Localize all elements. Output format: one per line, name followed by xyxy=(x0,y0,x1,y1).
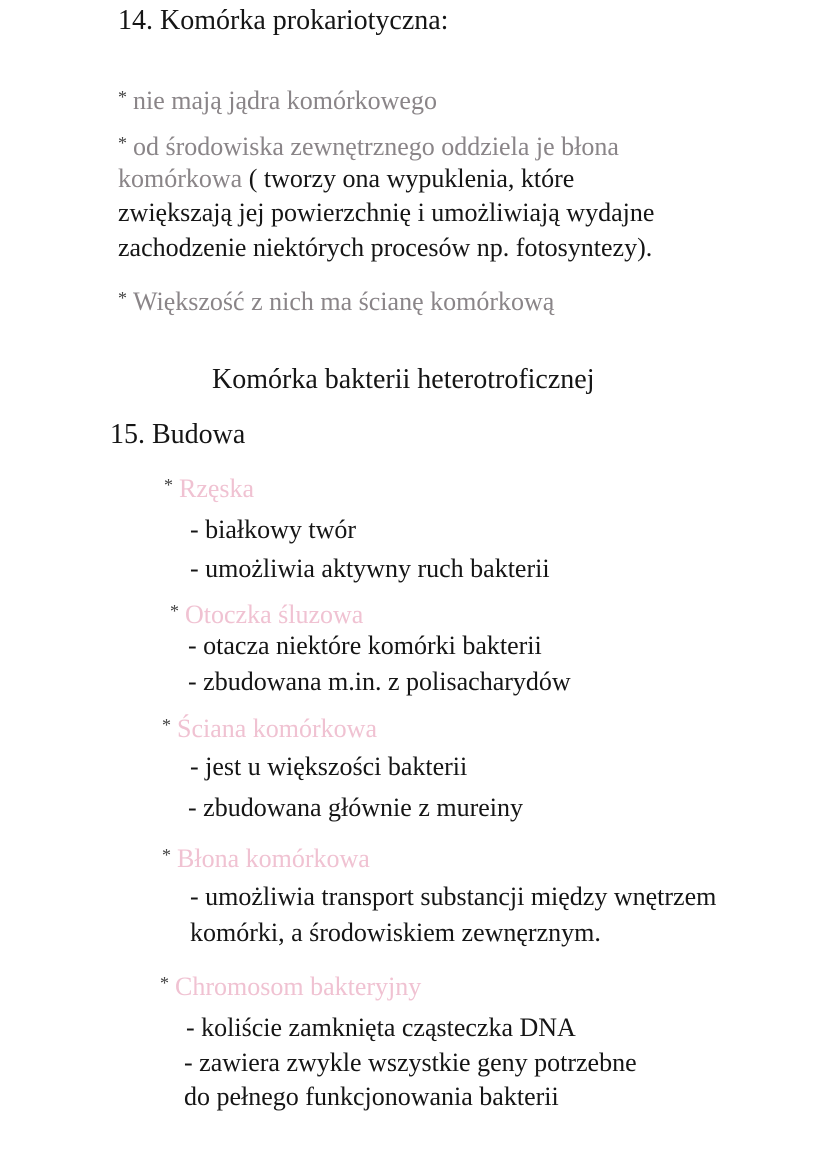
asterisk-icon: * xyxy=(170,601,179,621)
section-15-heading: 15. Budowa xyxy=(110,419,246,450)
asterisk-icon: * xyxy=(118,87,127,107)
detail: - zbudowana m.in. z polisacharydów xyxy=(188,667,571,696)
part-cell-membrane: * Błona komórkowa xyxy=(162,844,370,873)
part-cell-wall: * Ściana komórkowa xyxy=(162,714,378,743)
section-14-heading: 14. Komórka prokariotyczna: xyxy=(118,5,449,36)
detail: - koliście zamknięta cząsteczka DNA xyxy=(186,1013,576,1042)
asterisk-icon: * xyxy=(162,845,171,865)
detail: do pełnego funkcjonowania bakterii xyxy=(184,1082,559,1111)
asterisk-icon: * xyxy=(118,133,127,153)
asterisk-icon: * xyxy=(164,475,173,495)
detail: - białkowy twór xyxy=(190,515,357,544)
detail: - zawiera zwykle wszystkie geny potrzebne xyxy=(184,1048,637,1077)
point-membrane-3: zwiększają jej powierzchnię i umożliwiają wydajne xyxy=(118,198,655,227)
point-cell-wall: * Większość z nich ma ścianę komórkową xyxy=(118,287,555,316)
point-membrane-4: zachodzenie niektórych procesów np. fotosyntezy). xyxy=(118,233,653,262)
point-nucleus: * nie mają jądra komórkowego xyxy=(118,86,437,115)
detail: - otacza niektóre komórki bakterii xyxy=(188,631,542,660)
detail: - jest u większości bakterii xyxy=(190,752,468,781)
point-membrane-2: komórkowa ( tworzy ona wypuklenia, które xyxy=(118,164,575,193)
part-chromosome: * Chromosom bakteryjny xyxy=(160,972,422,1001)
part-capsule: * Otoczka śluzowa xyxy=(170,600,364,629)
subtitle: Komórka bakterii heterotroficznej xyxy=(212,364,595,395)
detail: - zbudowana głównie z mureiny xyxy=(188,793,524,822)
part-flagellum: * Rzęska xyxy=(164,474,255,503)
detail: - umożliwia aktywny ruch bakterii xyxy=(190,554,550,583)
asterisk-icon: * xyxy=(160,973,169,993)
detail: komórki, a środowiskiem zewnęrznym. xyxy=(190,918,601,947)
detail: - umożliwia transport substancji między wnętrzem xyxy=(190,882,717,911)
asterisk-icon: * xyxy=(162,715,171,735)
asterisk-icon: * xyxy=(118,288,127,308)
point-membrane-1: * od środowiska zewnętrznego oddziela je błona xyxy=(118,132,619,161)
